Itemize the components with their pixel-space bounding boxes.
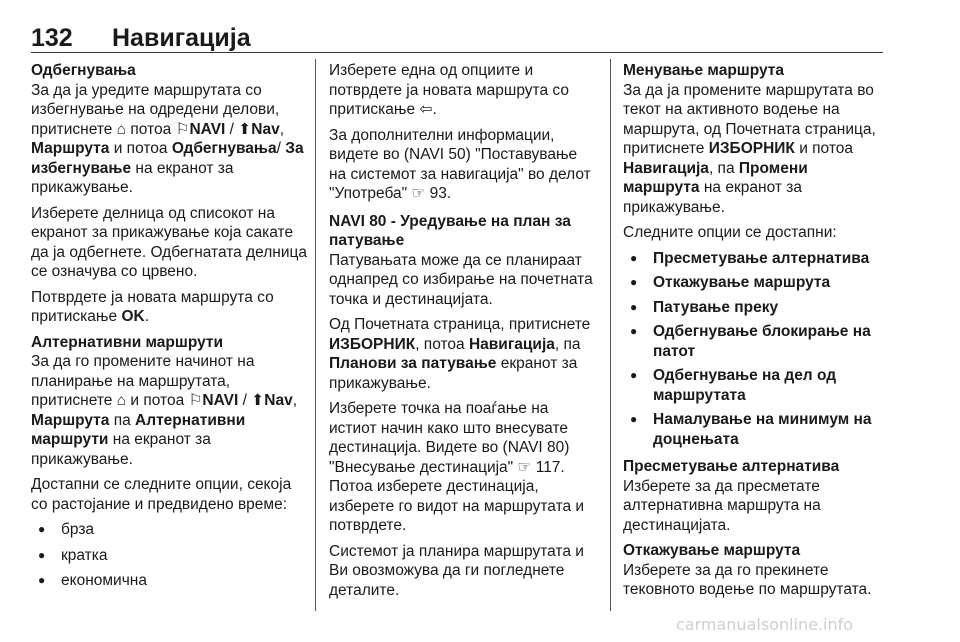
- arrow-up-icon: ⬆: [251, 392, 265, 409]
- list-item: ● Откажување маршрута: [623, 273, 885, 293]
- text: , потоа: [415, 335, 465, 353]
- separator: /: [276, 140, 281, 157]
- section-heading: Менување маршрута: [623, 62, 784, 79]
- avoid2-label: За избегнување: [31, 140, 304, 177]
- trip-plans-label: Планови за патување: [329, 355, 497, 372]
- watermark: carmanualsonline.info: [676, 615, 854, 634]
- paragraph: [329, 399, 594, 536]
- list-item: ● Одбегнување блокирање на патот: [623, 322, 885, 361]
- section-heading: Одбегнувања: [31, 62, 136, 79]
- column-divider: [610, 59, 611, 611]
- section-heading: NAVI 80 - Уредување на план за патување: [329, 212, 571, 249]
- list-item: ● Одбегнување на дел од маршрутата: [623, 366, 885, 405]
- list-item: ● Намалување на минимум на доцнењата: [623, 410, 885, 449]
- navigation-label: Навигација: [623, 159, 709, 177]
- text: .: [432, 101, 437, 118]
- text: , па: [708, 159, 735, 177]
- text: па: [113, 411, 131, 429]
- column-left: [31, 61, 309, 599]
- separator: /: [242, 392, 247, 409]
- section-heading: Алтернативни маршрути: [31, 333, 224, 351]
- separator: /: [229, 120, 234, 138]
- text: на екранот за прикажување.: [31, 431, 211, 468]
- list-item: ● Патување преку: [623, 298, 885, 318]
- ok-label: OK: [121, 308, 145, 325]
- menu-label: ИЗБОРНИК: [329, 335, 416, 353]
- paragraph: [329, 315, 594, 393]
- navigation-label: Навигација: [468, 335, 555, 353]
- options-list: [623, 249, 885, 450]
- paragraph: Следните опции се достапни:: [623, 224, 837, 241]
- header-rule: [31, 52, 883, 53]
- text: Изберете една од опциите и потврдете ја новата маршрута со притискање: [329, 62, 569, 118]
- text: Изберете точка на поаѓање на истиот начин како што внесувате дестинација. Видете во (NAVI 80) "Внесување дестинација": [329, 400, 570, 476]
- back-arrow-icon: ⇦: [419, 101, 433, 118]
- text: За да ја промените маршрутата во текот на активното водење на маршрута, од Почетната страница, притиснете: [623, 81, 876, 157]
- text: Од Почетната страница, притиснете: [329, 316, 591, 333]
- paragraph: [31, 81, 309, 198]
- options-list: [31, 520, 309, 591]
- chapter-title: Навигација: [112, 24, 251, 52]
- home-icon: ⌂: [116, 392, 127, 409]
- text: , па: [554, 335, 581, 353]
- paragraph: [329, 61, 594, 120]
- text: и потоа: [799, 140, 854, 157]
- section-heading: Откажување маршрута: [623, 542, 801, 559]
- navi-label: NAVI: [189, 120, 226, 138]
- menu-label: ИЗБОРНИК: [708, 140, 795, 157]
- paragraph: [31, 352, 309, 469]
- text: Потврдете ја новата маршрута со притискање: [31, 288, 274, 325]
- paragraph: Изберете за да го прекинете тековното водење по маршрутата.: [623, 561, 872, 598]
- page-ref-icon: ☞: [517, 458, 532, 476]
- paragraph: [31, 288, 309, 327]
- paragraph: Системот ја планира маршрутата и Ви овозможува да ги погледнете деталите.: [329, 542, 584, 599]
- text: и потоа: [113, 140, 168, 157]
- column-middle: [329, 61, 594, 606]
- column-divider: [315, 59, 316, 611]
- home-icon: ⌂: [116, 120, 127, 138]
- list-item: ● брза: [31, 520, 309, 540]
- route-label: Маршрута: [31, 411, 110, 429]
- text: потоа: [130, 120, 172, 138]
- text: на екранот за прикажување.: [31, 159, 234, 196]
- paragraph: [623, 81, 885, 218]
- paragraph: Патувањата може да се планираат однапред со избирање на почетната точка и дестинацијата.: [329, 251, 593, 308]
- column-right: [623, 61, 885, 606]
- arrow-up-icon: ⬆: [238, 120, 252, 138]
- paragraph: Изберете за да пресметате алтернативна маршрута на дестинацијата.: [623, 477, 821, 534]
- paragraph: [329, 126, 594, 204]
- nav-label: Nav: [264, 392, 293, 409]
- paragraph: Достапни се следните опции, секоја со растојание и предвидено време:: [31, 476, 292, 513]
- list-item: ● економична: [31, 571, 309, 591]
- list-item: ● кратка: [31, 546, 309, 566]
- text: За да ја уредите маршрутата со избегнување на одредени делови, притиснете: [31, 81, 280, 138]
- text: 93.: [429, 185, 452, 202]
- page-ref-icon: ☞: [411, 185, 426, 202]
- flag-icon: ⚐: [188, 392, 203, 409]
- text: За да го промените начинот на планирање на маршрутата, притиснете: [31, 353, 255, 409]
- change-route-label: Промени маршрута: [623, 159, 808, 196]
- text: За дополнителни информации, видете во (NAVI 50) "Поставување на системот за навигација" во делот "Употреба": [329, 126, 591, 202]
- text: ,: [279, 120, 285, 138]
- navi-label: NAVI: [202, 392, 239, 409]
- text: 117. Потоа изберете дестинација, изберете го видот на маршрутата и потврдете.: [329, 458, 585, 534]
- text: на екранот за прикажување.: [623, 179, 802, 216]
- avoid-label: Одбегнувања: [171, 140, 277, 157]
- text: .: [144, 308, 150, 325]
- section-heading: Пресметување алтернатива: [623, 458, 840, 475]
- paragraph: Изберете делница од списокот на екранот за прикажување која сакате да ја одбегнете. Одбегнатата делница се означува со црвено.: [31, 204, 308, 280]
- page-number: 132: [31, 24, 73, 52]
- text: ,: [292, 392, 297, 409]
- flag-icon: ⚐: [175, 120, 190, 138]
- list-item: ● Пресметување алтернатива: [623, 249, 885, 269]
- nav-label: Nav: [251, 120, 280, 138]
- text: екранот за прикажување.: [329, 355, 578, 392]
- text: и потоа: [130, 392, 185, 409]
- route-label: Маршрута: [31, 140, 110, 157]
- alternative-routes-label: Алтернативни маршрути: [31, 411, 246, 448]
